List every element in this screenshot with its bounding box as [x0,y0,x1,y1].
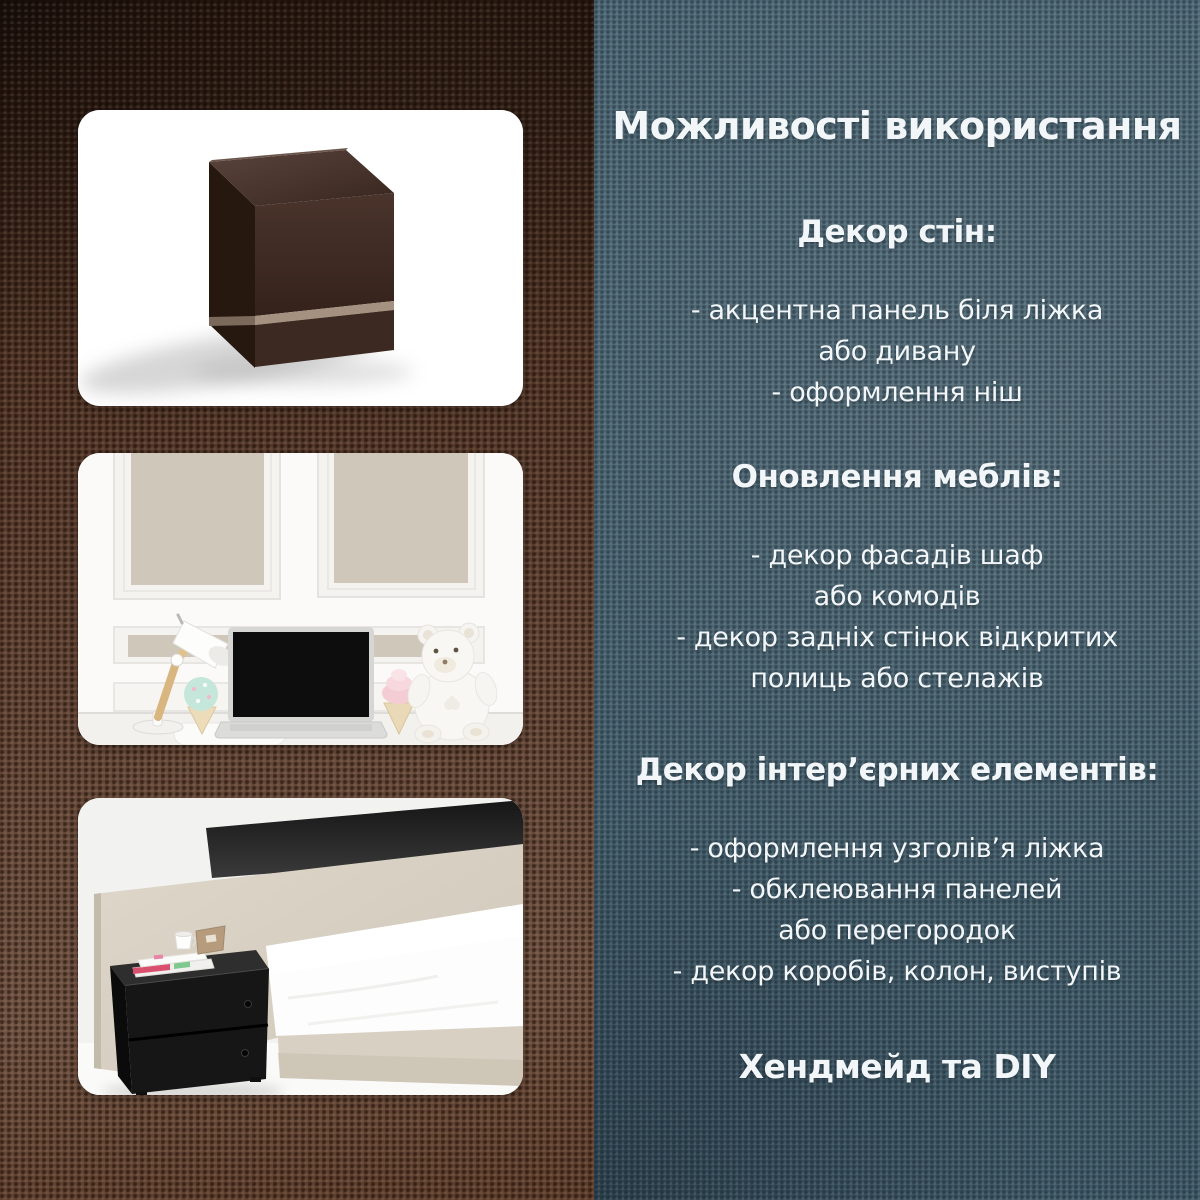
photo-card-cube [78,110,523,406]
section-interior-heading: Декор інтер’єрних елементів: [635,752,1159,788]
bedroom-photo [78,798,523,1095]
section-walls-lines [594,290,1200,413]
bullet-line: - акцентна панель біля ліжка [690,295,1104,326]
bullet-line: - обклеювання панелей [731,874,1063,905]
bullet-line: - декор фасадів шаф [750,540,1044,571]
wall-panel-left [114,453,280,599]
usage-panel [594,0,1200,1200]
wall-panel-right [318,453,484,597]
bullet-line: або дивану [818,336,976,367]
cube-photo [78,110,523,406]
bullet-line: - декор задніх стінок відкритих [676,622,1118,653]
laptop [215,627,387,738]
bullet-line: - оформлення ніш [771,377,1023,408]
bullet-line: або перегородок [778,915,1016,946]
bullet-line: - декор коробів, колон, виступів [672,956,1122,987]
bullet-line: полиць або стелажів [750,663,1044,694]
section-interior-lines [594,828,1200,992]
bullet-line: - оформлення узголів’я ліжка [689,833,1105,864]
photo-card-bedroom [78,798,523,1095]
section-furniture-lines [594,535,1200,699]
panel-footer: Хендмейд та DIY [738,1047,1056,1086]
section-furniture-heading: Оновлення меблів: [731,459,1063,495]
section-walls-heading: Декор стін: [797,214,997,250]
kraft-card [196,926,225,954]
panel-title: Можливості використання [612,104,1182,148]
desk-photo [78,453,523,745]
photo-card-desk [78,453,523,745]
bullet-line: або комодів [813,581,981,612]
